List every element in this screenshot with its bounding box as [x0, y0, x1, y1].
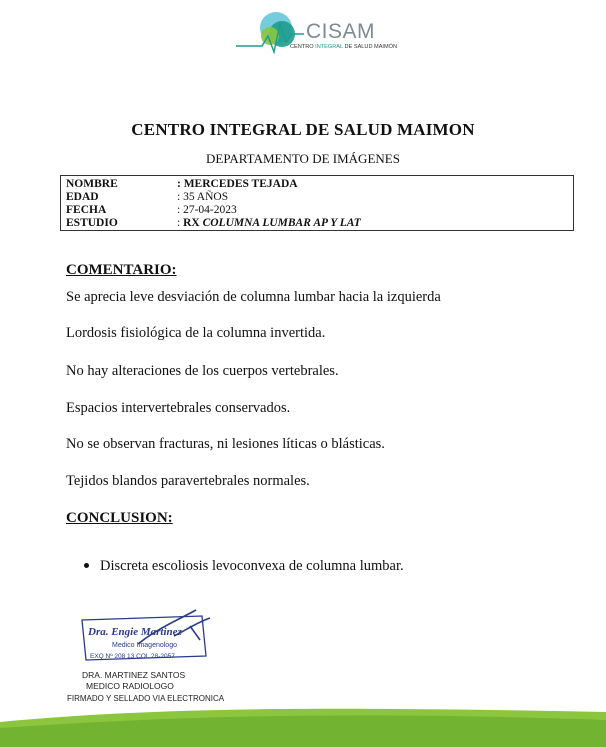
- patient-info-box: [60, 175, 574, 231]
- doctor-name: DRA. MARTINEZ SANTOS: [82, 670, 186, 680]
- conclusion-item: Discreta escoliosis levoconvexa de columna lumbar.: [84, 558, 404, 575]
- date-label: FECHA: [66, 204, 107, 216]
- stamp-ids: EXQ Nº 208 13 COL 28-2057: [90, 653, 175, 660]
- comment-line: No se observan fracturas, ni lesiones líticas o blásticas.: [66, 436, 385, 452]
- comment-line: Se aprecia leve desviación de columna lumbar hacia la izquierda: [66, 289, 441, 305]
- doctor-stamp: [78, 606, 214, 668]
- doctor-title: MEDICO RADIOLOGO: [86, 681, 174, 691]
- age-label: EDAD: [66, 191, 99, 203]
- logo-brand: CISAM: [306, 20, 376, 43]
- bullet-icon: [84, 563, 89, 568]
- cisam-logo: [232, 6, 398, 58]
- footer-wave: [0, 704, 606, 747]
- stamp-name: Dra. Engie Martinez: [88, 626, 182, 638]
- comment-line: Tejidos blandos paravertebrales normales.: [66, 473, 310, 489]
- logo-tagline: CENTRO INTEGRAL DE SALUD MAIMÓN: [290, 44, 398, 50]
- stamp-role: Medico Imagenologo: [112, 642, 177, 649]
- conclusion-heading: CONCLUSION:: [66, 510, 173, 526]
- name-label: NOMBRE: [66, 178, 118, 190]
- age-value: : 35 AÑOS: [177, 191, 229, 203]
- study-value: : RX COLUMNA LUMBAR AP Y LAT: [177, 217, 361, 229]
- comment-heading: COMENTARIO:: [66, 262, 177, 278]
- signature-note: FIRMADO Y SELLADO VIA ELECTRONICA: [67, 694, 225, 703]
- name-value: : MERCEDES TEJADA: [177, 178, 298, 190]
- department-name: DEPARTAMENTO DE IMÁGENES: [206, 151, 400, 166]
- date-value: : 27-04-2023: [177, 204, 237, 216]
- comment-line: Lordosis fisiológica de la columna invertida.: [66, 325, 326, 341]
- document-title: CENTRO INTEGRAL DE SALUD MAIMON: [131, 120, 475, 139]
- comment-line: Espacios intervertebrales conservados.: [66, 400, 291, 416]
- study-label: ESTUDIO: [66, 217, 118, 229]
- comment-line: No hay alteraciones de los cuerpos vertebrales.: [66, 363, 339, 379]
